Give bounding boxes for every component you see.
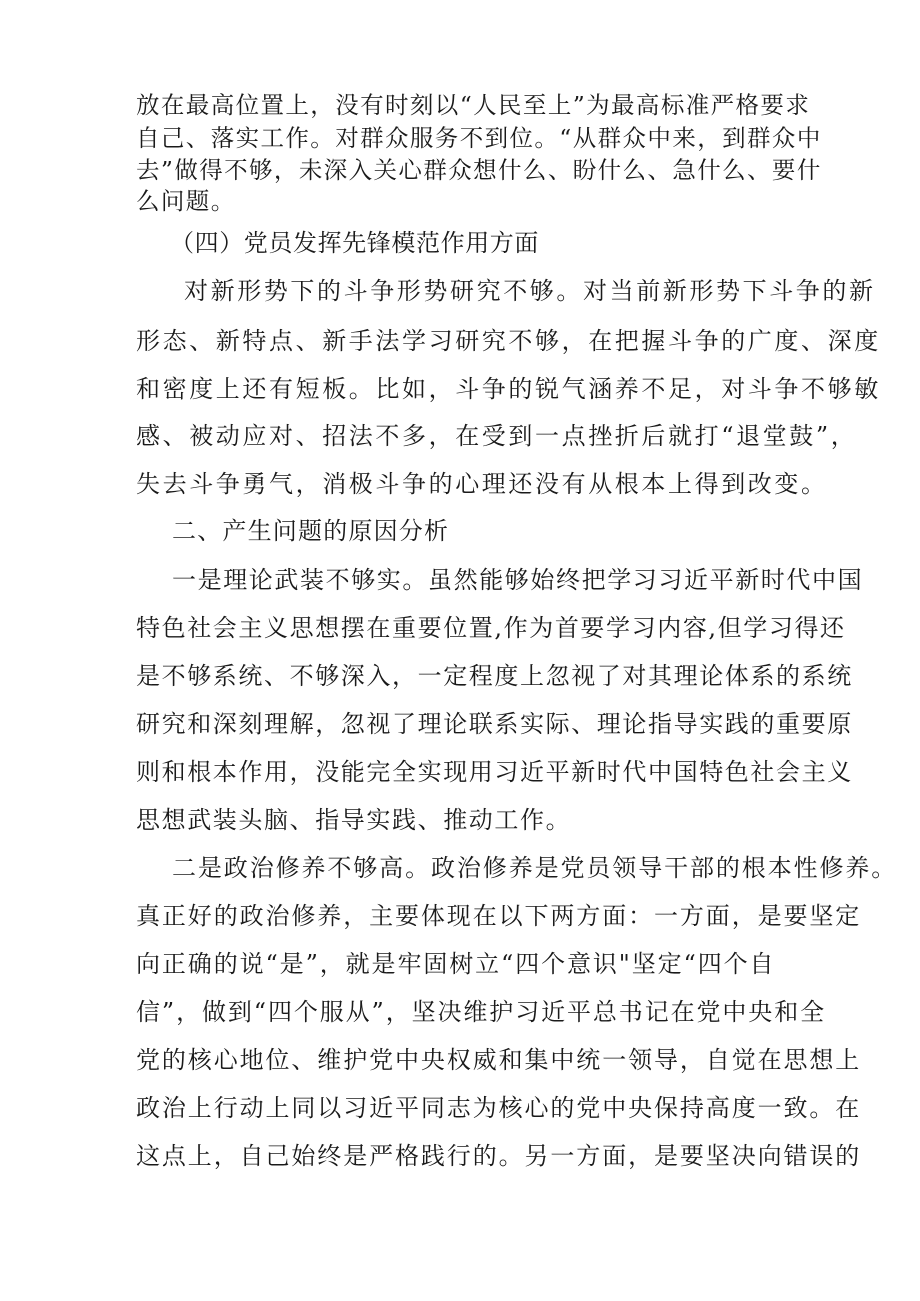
text-line: 去”做得不够，未深入关心群众想什么、盼什么、急什么、要什 [136,156,822,184]
text-line: 失去斗争勇气，消极斗争的心理还没有从根本上得到改变。 [136,470,828,498]
text-line: 党的核心地位、维护党中央权威和集中统一领导，自觉在思想上 [136,1046,862,1074]
text-line: 向正确的说“是”，就是牢固树立“四个意识"坚定“四个自 [136,950,776,978]
heading-text: （四）党员发挥先锋模范作用方面 [170,229,539,257]
text-line: 研究和深刻理解，忽视了理论联系实际、理论指导实践的重要原 [136,710,853,738]
text-line: 一是理论武装不够实。虽然能够始终把学习习近平新时代中国 [172,566,864,594]
text-line: 这点上，自己始终是严格践行的。另一方面，是要坚决向错误的 [136,1142,862,1170]
text-line: 么问题。 [136,187,236,215]
text-line: 则和根本作用，没能完全实现用习近平新时代中国特色社会主义 [136,758,853,786]
text-line: 放在最高位置上，没有时刻以“人民至上”为最高标准严格要求 [136,91,811,119]
text-line: 形态、新特点、新手法学习研究不够，在把握斗争的广度、深度 [136,327,881,355]
text-line: 二是政治修养不够高。政治修养是党员领导干部的根本性修养。 [172,854,898,882]
text-line: 对新形势下的斗争形势研究不够。对当前新形势下斗争的新 [184,277,876,305]
text-line: 自己、落实工作。对群众服务不到位。“从群众中来，到群众中 [136,124,822,152]
text-line: 思想武装头脑、指导实践、推动工作。 [136,806,572,834]
text-line: 和密度上还有短板。比如，斗争的锐气涵养不足，对斗争不够敏 [136,375,881,403]
text-line: 是不够系统、不够深入，一定程度上忽视了对其理论体系的系统 [136,662,853,690]
text-line: 特色社会主义思想摆在重要位置,作为首要学习内容,但学习得还 [136,614,846,642]
text-line: 真正好的政治修养，主要体现在以下两方面：一方面，是要坚定 [136,902,862,930]
heading-text: 二、产生问题的原因分析 [172,517,450,545]
text-line: 政治上行动上同以习近平同志为核心的党中央保持高度一致。在 [136,1094,862,1122]
text-line: 信”，做到“四个服从”，坚决维护习近平总书记在党中央和全 [136,998,827,1026]
text-line: 感、被动应对、招法不多，在受到一点挫折后就打“退堂鼓”， [136,422,858,450]
